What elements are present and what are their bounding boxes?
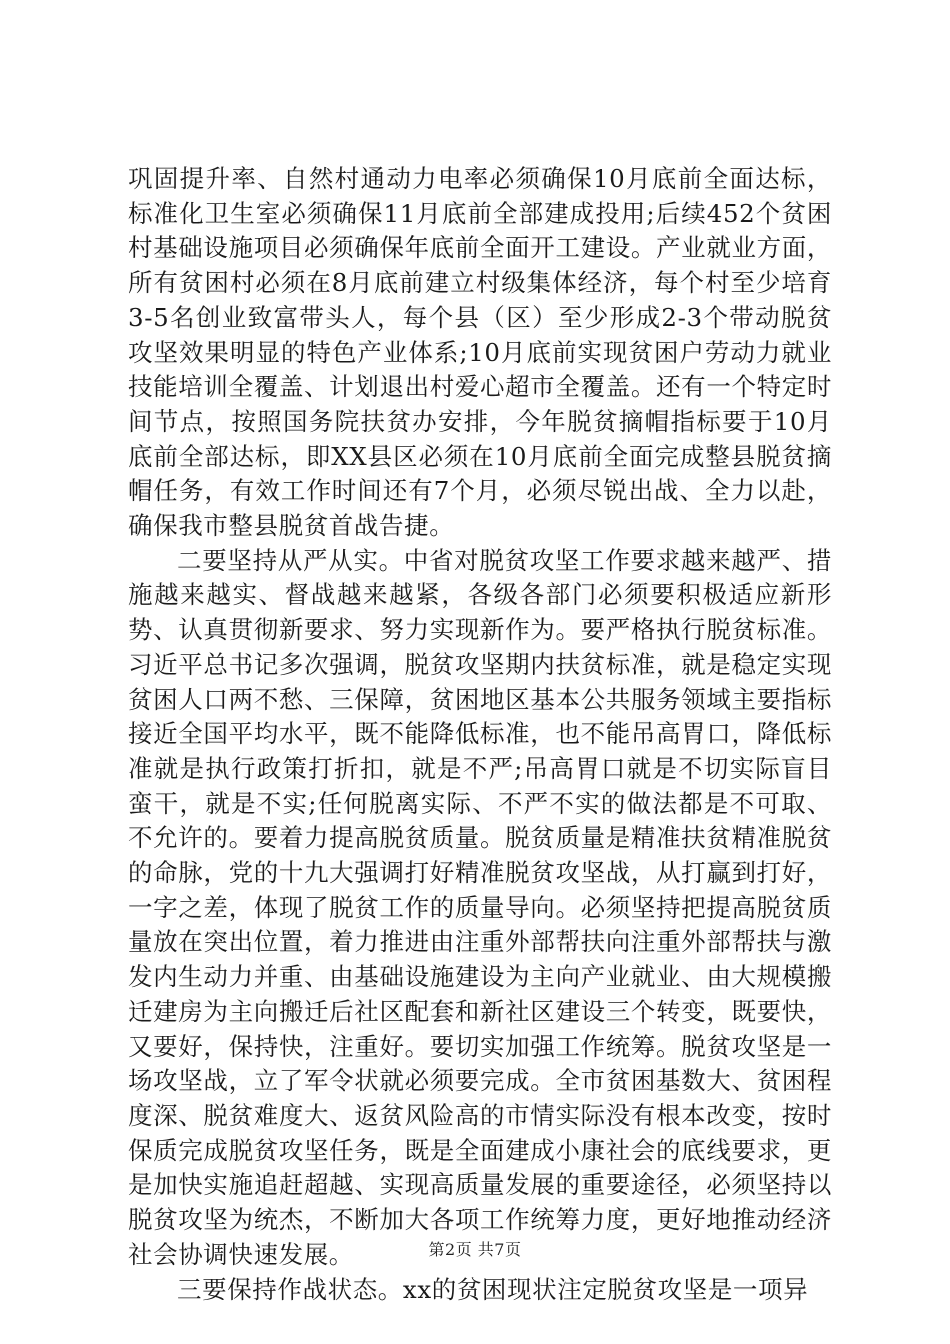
paragraph-3: 三要保持作战状态。xx的贫困现状注定脱贫攻坚是一项异	[177, 1274, 809, 1304]
paragraph-1: 巩固提升率、自然村通动力电率必须确保10月底前全面达标，标准化卫生室必须确保11月底前全部建成投用;后续452个贫困村基础设施项目必须确保年底前全面开工建设。产业就业方面，所有贫困村必须在8月底前建立村级集体经济，每个村至少培育3-5名创业致富带头人，每个县（区）至少形成2-3个带动脱贫攻坚效果明显的特色产业体系;10月底前实现贫困户劳动力就业技能培训全覆盖、计划退出村爱心超市全覆盖。还有一个特定时间节点，按照国务院扶贫办安排，今年脱贫摘帽指标要于10月底前全部达标，即XX县区必须在10月底前全面完成整县脱贫摘帽任务，有效工作时间还有7个月，必须尽锐出战、全力以赴，确保我市整县脱贫首战告捷。	[128, 164, 832, 541]
page-footer	[0, 1240, 950, 1260]
page-number-indicator: 第2页 共7页	[428, 1240, 522, 1259]
document-body	[128, 162, 832, 1307]
paragraph-2: 二要坚持从严从实。中省对脱贫攻坚工作要求越来越严、措施越来越实、督战越来越紧，各级各部门必须要积极适应新形势、认真贯彻新要求、努力实现新作为。要严格执行脱贫标准。习近平总书记多次强调，脱贫攻坚期内扶贫标准，就是稳定实现贫困人口两不愁、三保障，贫困地区基本公共服务领域主要指标接近全国平均水平，既不能降低标准，也不能吊高胃口，降低标准就是执行政策打折扣，就是不严;吊高胃口就是不切实际盲目蛮干，就是不实;任何脱离实际、不严不实的做法都是不可取、不允许的。要着力提高脱贫质量。脱贫质量是精准扶贫精准脱贫的命脉，党的十九大强调打好精准脱贫攻坚战，从打赢到打好，一字之差，体现了脱贫工作的质量导向。必须坚持把提高脱贫质量放在突出位置，着力推进由注重外部帮扶向注重外部帮扶与激发内生动力并重、由基础设施建设为主向产业就业、由大规模搬迁建房为主向搬迁后社区配套和新社区建设三个转变，既要快，又要好，保持快，注重好。要切实加强工作统筹。脱贫攻坚是一场攻坚战，立了军令状就必须要完成。全市贫困基数大、贫困程度深、脱贫难度大、返贫风险高的市情实际没有根本改变，按时保质完成脱贫攻坚任务，既是全面建成小康社会的底线要求，更是加快实施追赶超越、实现高质量发展的重要途径，必须坚持以脱贫攻坚为统杰，不断加大各项工作统筹力度，更好地推动经济社会协调快速发展。	[128, 545, 832, 1269]
